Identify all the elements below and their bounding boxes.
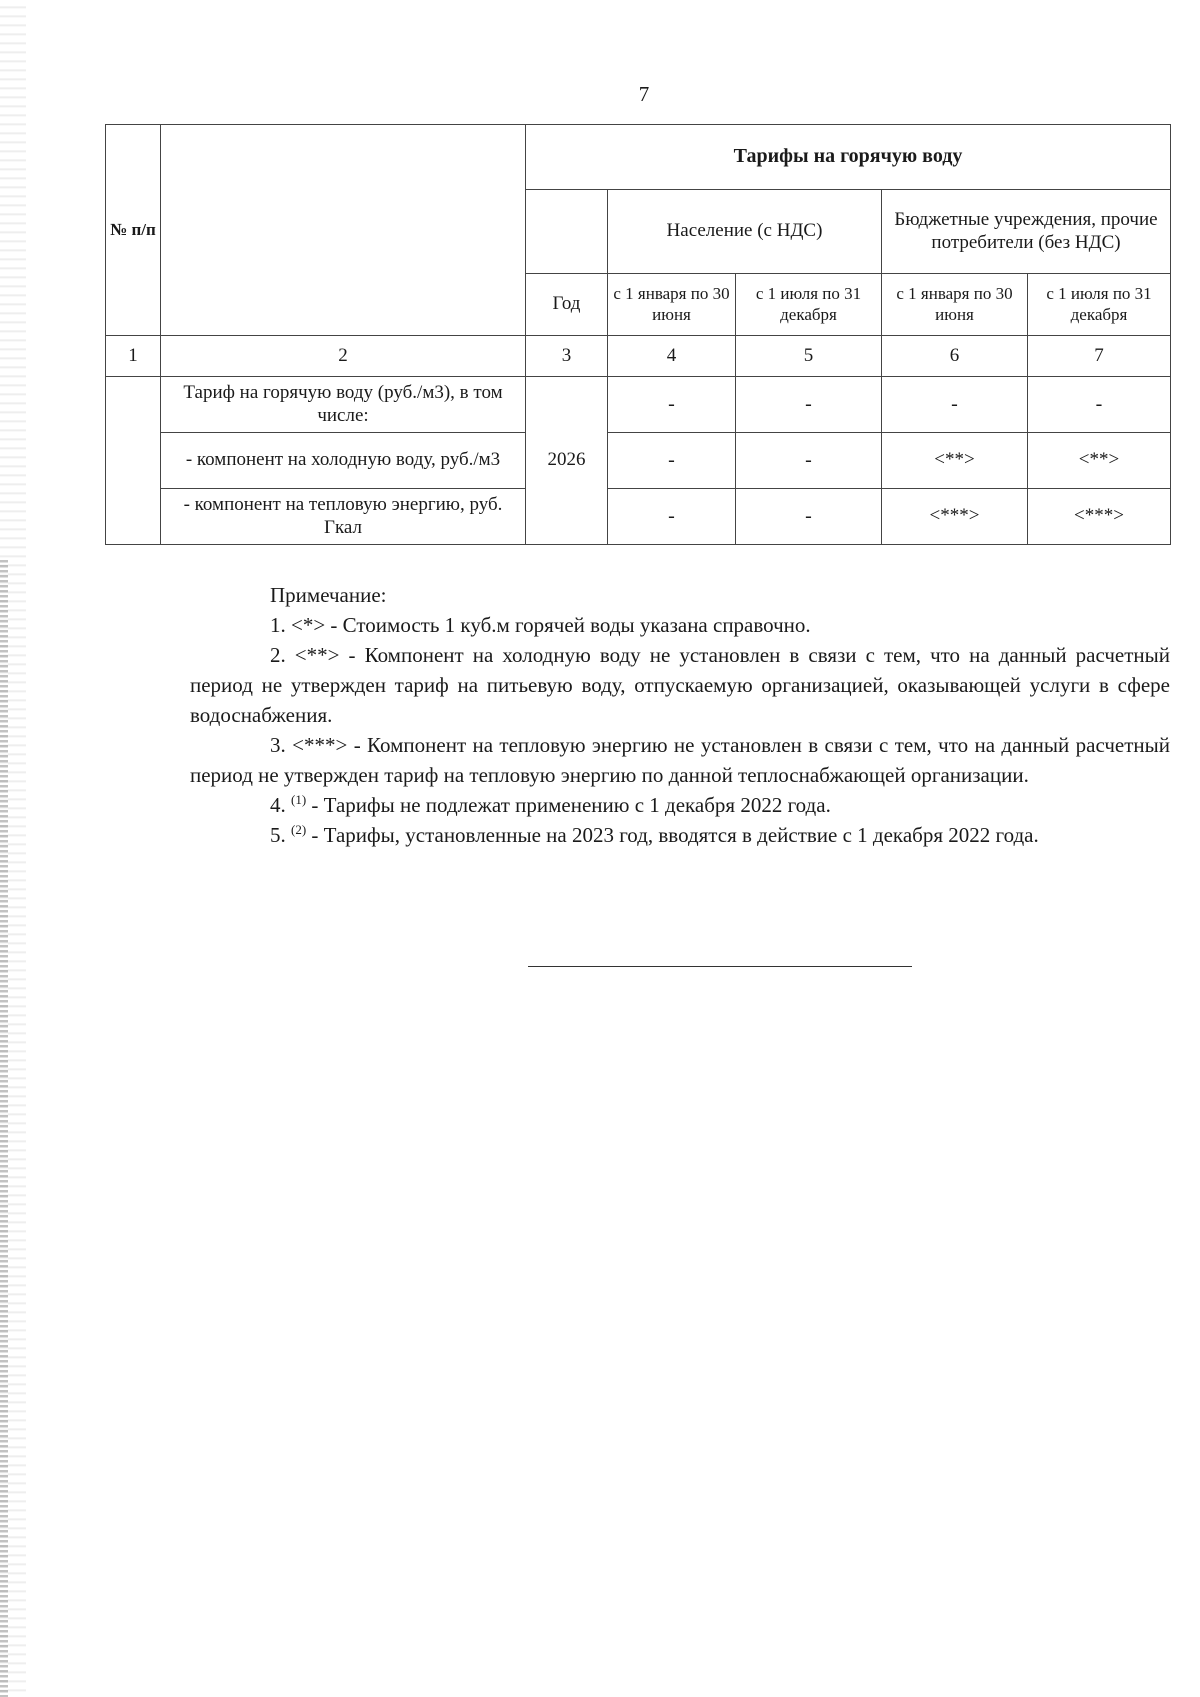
value-cell: -	[608, 489, 736, 545]
row-name: Тариф на горячую воду (руб./м3), в том числе:	[161, 377, 526, 433]
year-cell: 2026	[526, 377, 608, 545]
value-cell: -	[736, 377, 882, 433]
note-item: 1. <*> - Стоимость 1 куб.м горячей воды указана справочно.	[270, 613, 811, 637]
col-number: 1	[106, 336, 161, 377]
row-name: - компонент на тепловую энергию, руб. Гкал	[161, 489, 526, 545]
note-number: 5.	[270, 823, 286, 847]
note-item	[190, 790, 1170, 820]
value-cell: <**>	[1028, 433, 1171, 489]
period-1: с 1 января по 30 июня	[608, 274, 736, 336]
note-text: - Тарифы не подлежат применению с 1 декабря 2022 года.	[311, 793, 831, 817]
year-group-blank	[526, 190, 608, 274]
header-row-title	[106, 125, 1171, 190]
notes-section	[190, 580, 1170, 850]
note-item: 3. <***> - Компонент на тепловую энергию не установлен в связи с тем, что на данный расчетный период не утвержден тариф на тепловую энергию по данной теплоснабжающей организации.	[190, 733, 1170, 787]
value-cell: <***>	[882, 489, 1028, 545]
col-number: 5	[736, 336, 882, 377]
value-cell: -	[1028, 377, 1171, 433]
group-budget: Бюджетные учреждения, прочие потребители (без НДС)	[882, 190, 1171, 274]
tariffs-table	[105, 124, 1171, 545]
col-number: 4	[608, 336, 736, 377]
note-item	[190, 820, 1170, 850]
note-text: - Тарифы, установленные на 2023 год, вводятся в действие с 1 декабря 2022 года.	[311, 823, 1039, 847]
period-4: с 1 июля по 31 декабря	[1028, 274, 1171, 336]
col-number: 3	[526, 336, 608, 377]
col-no-header: № п/п	[106, 125, 161, 336]
value-cell: -	[736, 489, 882, 545]
value-cell: -	[736, 433, 882, 489]
value-cell: <***>	[1028, 489, 1171, 545]
table-row	[106, 377, 1171, 433]
row-name: - компонент на холодную воду, руб./м3	[161, 433, 526, 489]
note-item: 2. <**> - Компонент на холодную воду не установлен в связи с тем, что на данный расчетный период не утвержден тариф на питьевую воду, отпускаемую организацией, оказывающей услуги в сфере водоснабжения.	[190, 643, 1170, 727]
note-number: 4.	[270, 793, 286, 817]
col-number: 7	[1028, 336, 1171, 377]
page-number: 7	[638, 82, 650, 106]
col-number: 6	[882, 336, 1028, 377]
value-cell: -	[608, 433, 736, 489]
notes-title: Примечание:	[270, 583, 387, 607]
table-row	[106, 433, 1171, 489]
closing-rule-line	[528, 966, 912, 967]
scan-edge-artifact-dark	[0, 560, 8, 1697]
footnote-mark: (1)	[291, 792, 307, 807]
value-cell: <**>	[882, 433, 1028, 489]
table-title: Тарифы на горячую воду	[526, 125, 1171, 190]
year-header: Год	[526, 274, 608, 336]
table-row	[106, 489, 1171, 545]
value-cell: -	[882, 377, 1028, 433]
row-number-cell	[106, 377, 161, 545]
column-numbers-row	[106, 336, 1171, 377]
period-2: с 1 июля по 31 декабря	[736, 274, 882, 336]
col-number: 2	[161, 336, 526, 377]
footnote-mark: (2)	[291, 822, 307, 837]
col-name-header	[161, 125, 526, 336]
group-population: Население (с НДС)	[608, 190, 882, 274]
value-cell: -	[608, 377, 736, 433]
period-3: с 1 января по 30 июня	[882, 274, 1028, 336]
